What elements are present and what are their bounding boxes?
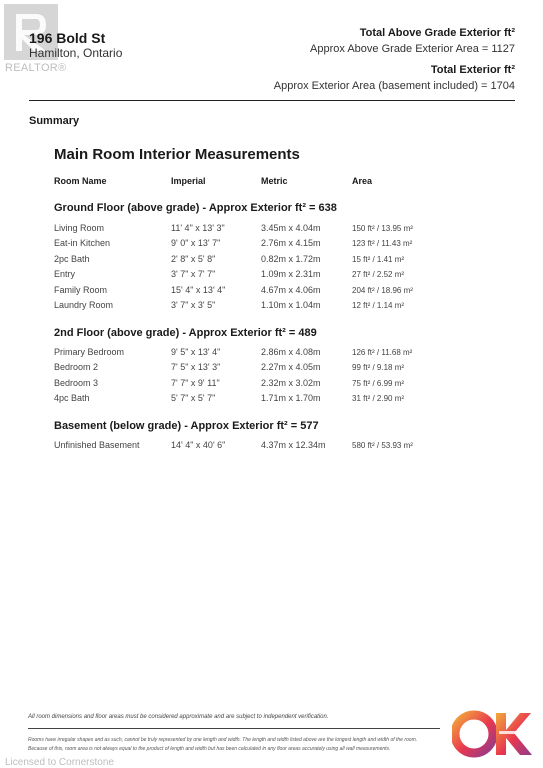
- room-area: 15 ft² / 1.41 m²: [352, 255, 405, 264]
- room-name: Laundry Room: [54, 300, 114, 310]
- room-imperial: 14' 4" x 40' 6": [171, 440, 226, 450]
- room-metric: 4.37m x 12.34m: [261, 440, 326, 450]
- room-name: Entry: [54, 269, 76, 279]
- column-header-imperial: Imperial: [171, 176, 206, 186]
- room-area: 150 ft² / 13.95 m²: [352, 224, 413, 233]
- room-area: 27 ft² / 2.52 m²: [352, 270, 405, 279]
- total-exterior-value: Approx Exterior Area (basement included) = 1704: [273, 80, 515, 92]
- room-area: 123 ft² / 11.43 m²: [352, 239, 413, 248]
- above-grade-value: Approx Above Grade Exterior Area = 1127: [310, 43, 515, 55]
- section-title-basement: Basement (below grade) - Approx Exterior ft² = 577: [54, 420, 319, 432]
- room-area: 580 ft² / 53.93 m²: [352, 441, 413, 450]
- main-title: Main Room Interior Measurements: [54, 146, 300, 163]
- column-header-area: Area: [352, 176, 373, 186]
- licensed-watermark: Licensed to Cornerstone: [5, 757, 114, 768]
- room-imperial: 9' 0" x 13' 7": [171, 238, 221, 248]
- room-area: 126 ft² / 11.68 m²: [352, 348, 413, 357]
- brokerage-logo-icon: [452, 710, 532, 758]
- room-metric: 2.27m x 4.05m: [261, 362, 321, 372]
- section-title-ground: Ground Floor (above grade) - Approx Exterior ft² = 638: [54, 202, 337, 214]
- room-area: 31 ft² / 2.90 m²: [352, 394, 405, 403]
- room-imperial: 3' 7" x 7' 7": [171, 269, 216, 279]
- room-name: Family Room: [54, 285, 108, 295]
- fine-print-1: Rooms have irregular shapes and as such, cannot be truly represented by one length and width. The length and width listed above are the longest length and width of the room.: [28, 737, 418, 743]
- realtor-watermark-text: REALTOR®: [5, 62, 67, 74]
- summary-label: Summary: [29, 115, 80, 127]
- room-metric: 2.32m x 3.02m: [261, 378, 321, 388]
- column-header-metric: Metric: [261, 176, 288, 186]
- room-name: Eat-in Kitchen: [54, 238, 111, 248]
- room-name: Living Room: [54, 223, 105, 233]
- room-imperial: 15' 4" x 13' 4": [171, 285, 226, 295]
- room-metric: 1.71m x 1.70m: [261, 393, 321, 403]
- room-area: 75 ft² / 6.99 m²: [352, 379, 405, 388]
- room-name: Bedroom 3: [54, 378, 99, 388]
- room-imperial: 2' 8" x 5' 8": [171, 254, 216, 264]
- room-area: 204 ft² / 18.96 m²: [352, 286, 413, 295]
- room-imperial: 11' 4" x 13' 3": [171, 223, 225, 233]
- fine-print-2: Because of this, room area is not always equal to the product of length and width but has been calculated in any floor areas accurately using all wall measurements.: [28, 746, 391, 752]
- section-title-second: 2nd Floor (above grade) - Approx Exterior ft² = 489: [54, 327, 317, 339]
- column-header-room: Room Name: [54, 176, 107, 186]
- room-metric: 2.86m x 4.08m: [261, 347, 321, 357]
- room-metric: 1.09m x 2.31m: [261, 269, 321, 279]
- room-metric: 4.67m x 4.06m: [261, 285, 321, 295]
- room-metric: 3.45m x 4.04m: [261, 223, 321, 233]
- room-name: 4pc Bath: [54, 393, 90, 403]
- room-imperial: 3' 7" x 3' 5": [171, 300, 216, 310]
- room-name: Bedroom 2: [54, 362, 99, 372]
- room-imperial: 7' 7" x 9' 11": [171, 378, 220, 388]
- room-metric: 2.76m x 4.15m: [261, 238, 321, 248]
- room-imperial: 7' 5" x 13' 3": [171, 362, 221, 372]
- above-grade-title: Total Above Grade Exterior ft²: [359, 27, 515, 39]
- room-area: 99 ft² / 9.18 m²: [352, 363, 405, 372]
- footer-divider: [28, 728, 440, 729]
- address-city: Hamilton, Ontario: [29, 46, 123, 60]
- room-name: Unfinished Basement: [54, 440, 140, 450]
- room-imperial: 5' 7" x 5' 7": [171, 393, 216, 403]
- room-metric: 1.10m x 1.04m: [261, 300, 321, 310]
- address-street: 196 Bold St: [29, 30, 106, 46]
- room-metric: 0.82m x 1.72m: [261, 254, 321, 264]
- room-name: 2pc Bath: [54, 254, 90, 264]
- header-divider: [29, 100, 515, 101]
- room-name: Primary Bedroom: [54, 347, 125, 357]
- room-area: 12 ft² / 1.14 m²: [352, 301, 405, 310]
- total-exterior-title: Total Exterior ft²: [430, 64, 515, 76]
- disclaimer-text: All room dimensions and floor areas must be considered approximate and are subject to independent verification.: [28, 714, 329, 720]
- room-imperial: 9' 5" x 13' 4": [171, 347, 221, 357]
